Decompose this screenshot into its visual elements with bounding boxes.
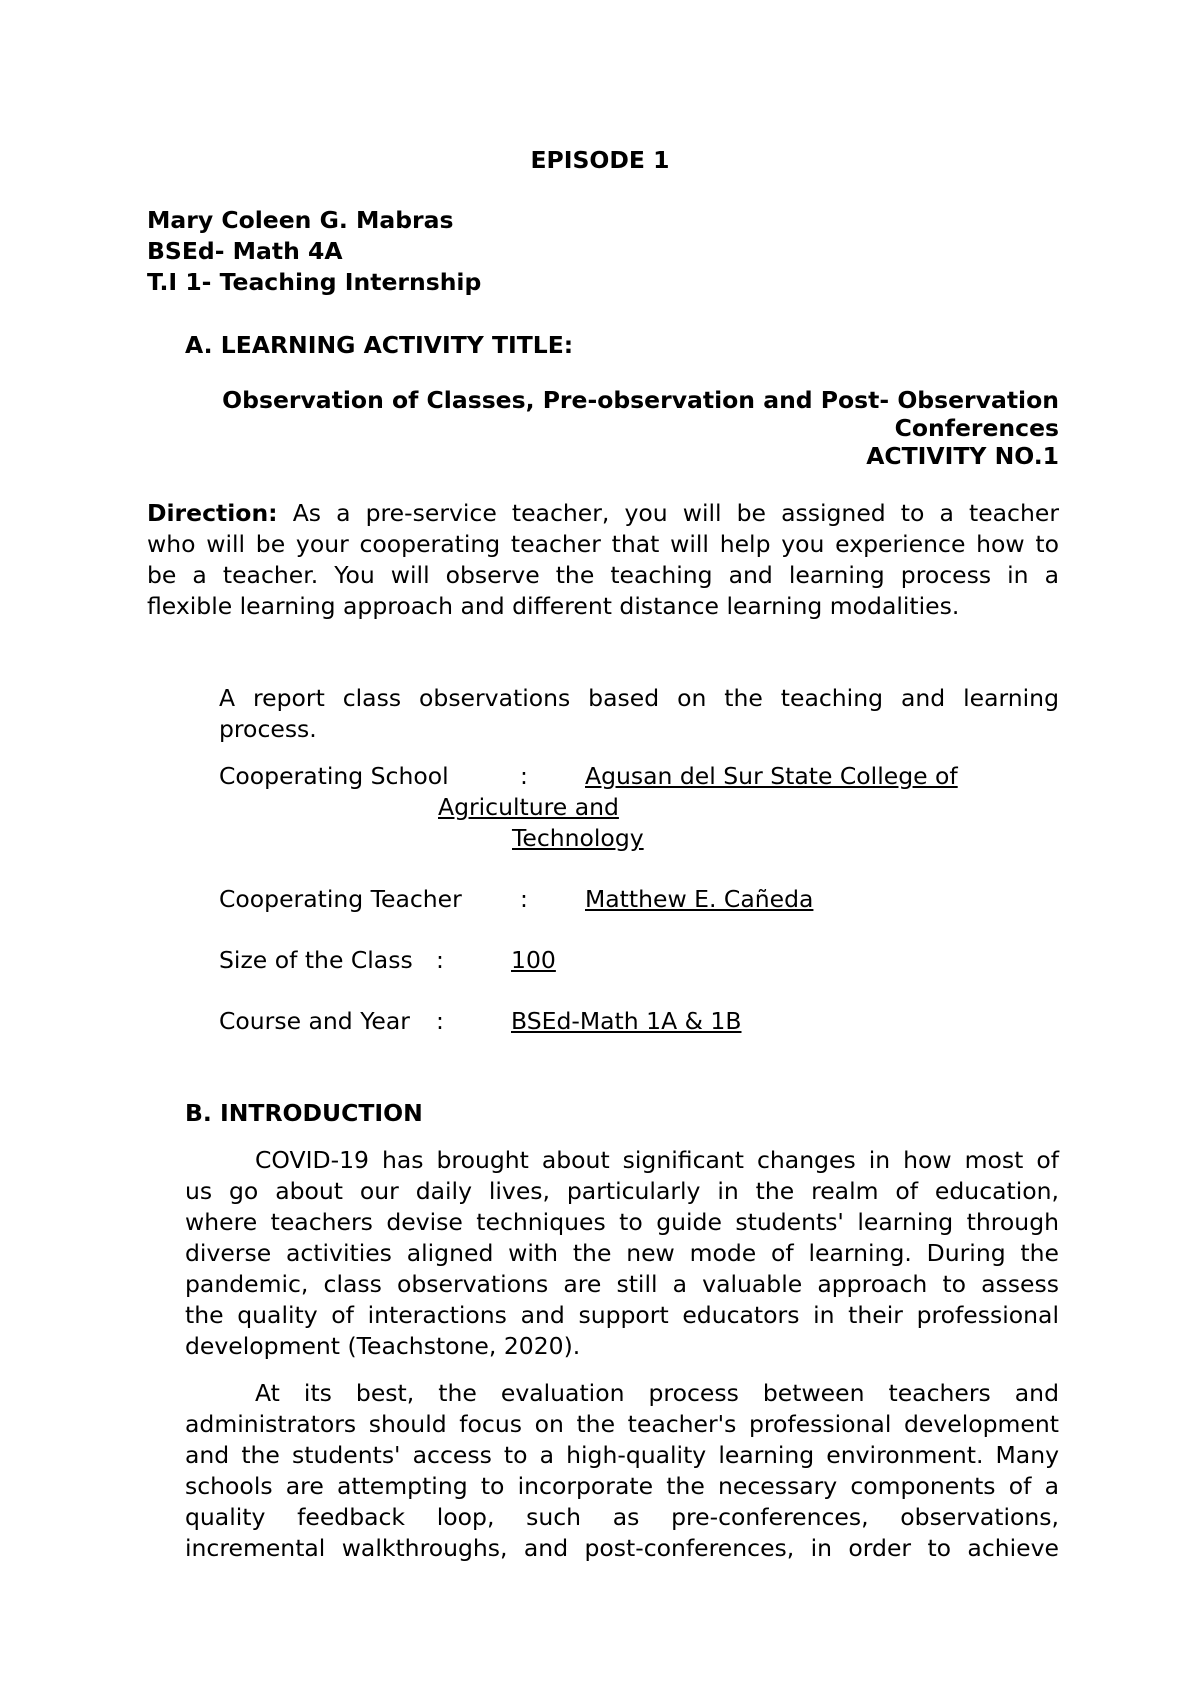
class-size-colon: : (436, 946, 444, 974)
class-size-value: 100 (511, 946, 556, 974)
student-course: T.I 1- Teaching Internship (147, 268, 482, 296)
activity-number: ACTIVITY NO.1 (866, 442, 1059, 470)
report-line1: A report class observations based on the teaching and learning (219, 684, 1059, 712)
cooperating-teacher-label: Cooperating Teacher (219, 885, 462, 913)
cooperating-teacher-colon: : (520, 885, 528, 913)
report-line2: process. (219, 715, 317, 743)
cooperating-school-value-3: Technology (512, 824, 644, 852)
direction-line4: flexible learning approach and different distance learning modalities. (147, 592, 960, 620)
section-b-heading: B. INTRODUCTION (185, 1099, 423, 1127)
class-size-label: Size of the Class (219, 946, 413, 974)
teacher-name: Matthew E. Cañeda (585, 885, 814, 913)
activity-title-line2: Conferences (894, 414, 1059, 442)
direction-line2: who will be your cooperating teacher that will help you experience how to (147, 530, 1059, 558)
intro-p1-line7: development (Teachstone, 2020). (185, 1332, 581, 1360)
course-year-colon: : (436, 1007, 444, 1035)
intro-p2-line6: incremental walkthroughs, and post-conferences, in order to achieve (185, 1534, 1059, 1562)
intro-p1-line5: pandemic, class observations are still a valuable approach to assess (185, 1270, 1059, 1298)
intro-p2-line1: At its best, the evaluation process between teachers and (255, 1379, 1059, 1407)
intro-p1-line4: diverse activities aligned with the new mode of learning. During the (185, 1239, 1059, 1267)
direction-text-1: As a pre-service teacher, you will be assigned to a teacher (292, 499, 1059, 527)
cooperating-school-value-2: Agriculture and (438, 793, 619, 821)
course-year-label: Course and Year (219, 1007, 410, 1035)
intro-p2-line4: schools are attempting to incorporate the necessary components of a (185, 1472, 1059, 1500)
direction-line3: be a teacher. You will observe the teaching and learning process in a (147, 561, 1059, 589)
intro-p1-line1: COVID-19 has brought about significant changes in how most of (255, 1146, 1059, 1174)
intro-p1-line3: where teachers devise techniques to guide students' learning through (185, 1208, 1059, 1236)
intro-p1-line6: the quality of interactions and support educators in their professional (185, 1301, 1059, 1329)
course-year-value: BSEd-Math 1A & 1B (511, 1007, 742, 1035)
section-a-heading: A. LEARNING ACTIVITY TITLE: (185, 331, 574, 359)
episode-title: EPISODE 1 (530, 146, 670, 174)
student-name: Mary Coleen G. Mabras (147, 206, 454, 234)
direction-line1 (147, 498, 1059, 529)
cooperating-school-colon: : (520, 762, 528, 790)
cooperating-teacher-value (585, 884, 871, 915)
student-program: BSEd- Math 4A (147, 237, 343, 265)
intro-p2-line2: administrators should focus on the teacher's professional development (185, 1410, 1059, 1438)
direction-label: Direction: (147, 499, 278, 527)
cooperating-school-label: Cooperating School (219, 762, 449, 790)
intro-p2-line3: and the students' access to a high-quality learning environment. Many (185, 1441, 1059, 1469)
cooperating-school-value: Agusan del Sur State College of (585, 762, 958, 790)
activity-title-line1: Observation of Classes, Pre-observation and Post- Observation (222, 386, 1059, 414)
intro-p2-line5: quality feedback loop, such as pre-conferences, observations, (185, 1503, 1059, 1531)
intro-p1-line2: us go about our daily lives, particularly in the realm of education, (185, 1177, 1059, 1205)
